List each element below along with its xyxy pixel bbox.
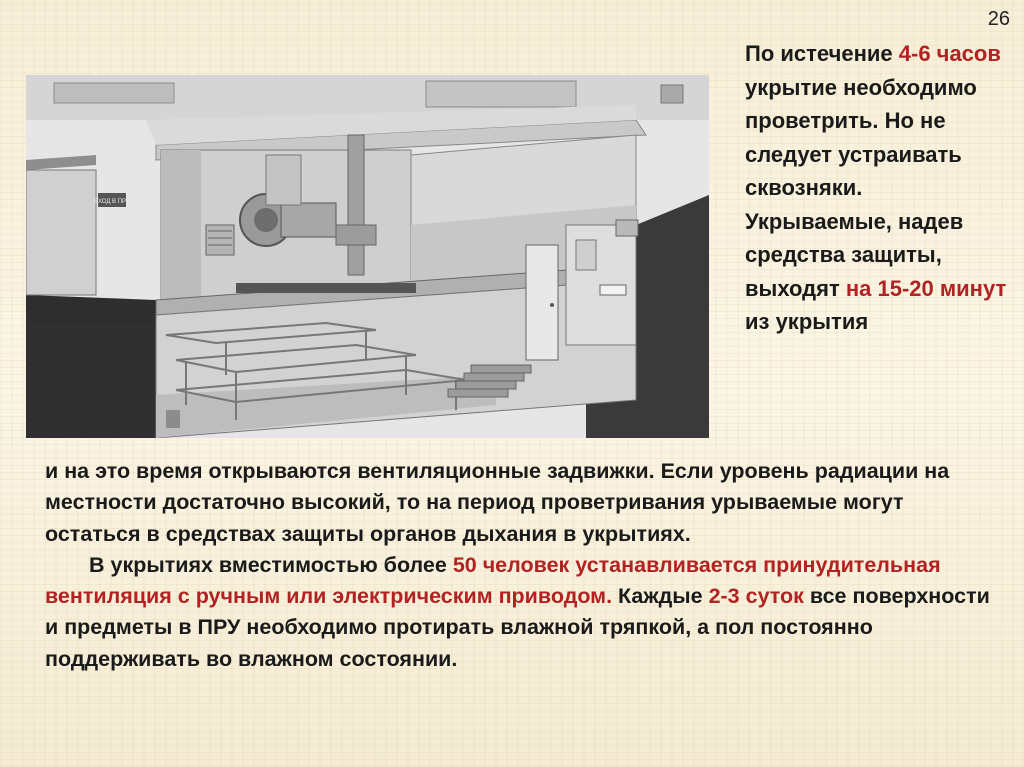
side-text (745, 37, 1010, 339)
shelter-illustration (26, 75, 709, 438)
side-text-highlight-minutes: на 15-20 минут (845, 275, 1007, 301)
body-highlight-ventilation: 50 человек устанавливается принудительная вентиляция с ручным или электрическим приводом. (45, 552, 941, 609)
body-highlight-days: 2-3 суток (708, 584, 804, 609)
body-paragraph-2-part-3: все поверхности и предметы в ПРУ необходимо протирать влажной тряпкой, а пол постоянно поддерживать во влажном состоянии. (45, 584, 990, 671)
slide-number: 26 (987, 8, 1010, 30)
body-paragraph-2 (45, 550, 995, 675)
body-text (45, 456, 995, 675)
entrance-sign: ВХОД В ПРУ (94, 199, 130, 205)
body-paragraph-2-part-1: В укрытиях вместимостью более (89, 552, 453, 577)
side-text-part-1: По истечение (745, 41, 899, 66)
side-text-part-2: укрытие необходимо проветрить. Но не следует устраивать сквозняки. Укрываемые, надев средства защиты, выходят (745, 74, 977, 301)
side-text-part-3: из укрытия (745, 309, 869, 334)
side-text-highlight-hours: 4-6 часов (898, 41, 1001, 66)
body-paragraph-2-part-2: Каждые (612, 584, 709, 609)
body-paragraph-1: и на это время открываются вентиляционные задвижки. Если уровень радиации на местности достаточно высокий, то на период проветривания урываемые могут остаться в средствах защиты органов дыхания в укрытиях. (45, 459, 950, 546)
